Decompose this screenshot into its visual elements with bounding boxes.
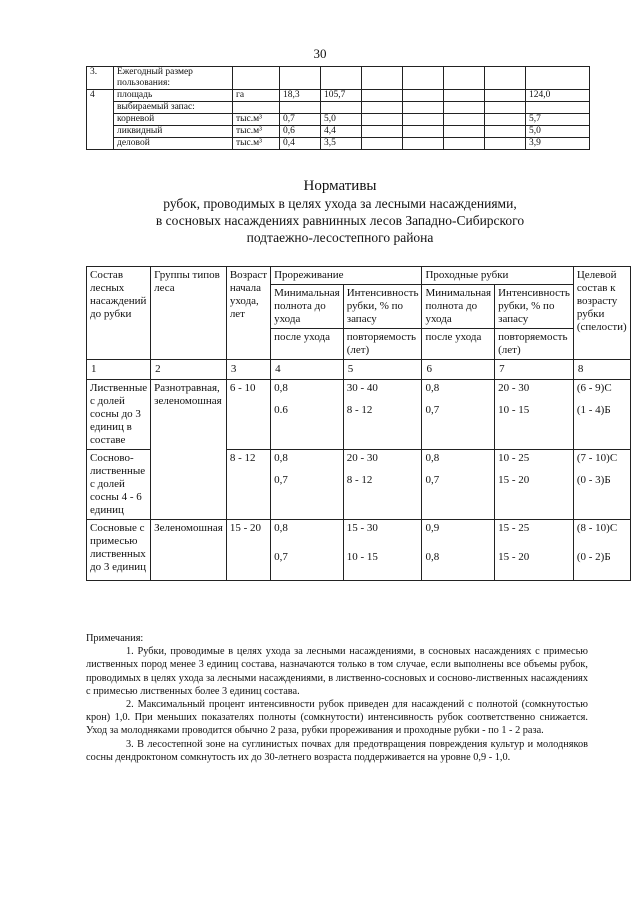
header-row xyxy=(87,267,631,285)
column-index: 7 xyxy=(495,360,574,380)
row-unit: тыс.м³ xyxy=(233,138,280,150)
row-value: 4,4 xyxy=(321,126,362,138)
header-repeat: повторяемость (лет) xyxy=(343,329,422,360)
table-row xyxy=(87,67,590,90)
groups-cell: Разнотравная, зеленомошная xyxy=(151,380,227,520)
row-name: ликвидный xyxy=(114,126,233,138)
value-cell: (6 - 9)С (1 - 4)Б xyxy=(573,380,630,450)
header-target: Целевой состав к возрасту рубки (спелости) xyxy=(573,267,630,360)
section-title xyxy=(90,178,590,246)
value-cell: 0,8 0,7 xyxy=(422,380,495,450)
row-unit: тыс.м³ xyxy=(233,114,280,126)
header-intensity: Интенсивность рубки, % по запасу xyxy=(343,285,422,329)
row-value: 0,4 xyxy=(280,138,321,150)
column-index: 3 xyxy=(226,360,270,380)
age-cell: 6 - 10 xyxy=(226,380,270,450)
value-cell: 15 - 30 10 - 15 xyxy=(343,520,422,581)
index-row xyxy=(87,360,631,380)
value-cell: 0,8 0,7 xyxy=(271,520,344,581)
row-name: корневой xyxy=(114,114,233,126)
header-repeat: повторяемость (лет) xyxy=(495,329,574,360)
header-passing: Проходные рубки xyxy=(422,267,573,285)
notes-heading: Примечания: xyxy=(86,633,144,644)
usage-table xyxy=(86,66,590,150)
table-row xyxy=(87,380,631,450)
column-index: 6 xyxy=(422,360,495,380)
note-item: 1. Рубки, проводимые в целях ухода за лесными насаждениями, в сосновых насаждениях с примесью лиственных пород менее 3 единиц состава, назначаются только в том случае, если выполнены все объемы рубок, проводимых в целях ухода за лесными насаждениями, в лиственно-сосновых и сосново-лиственных насаждениях с примесью лиственных более 3 единиц состава. xyxy=(86,646,588,697)
row-number: 4 xyxy=(87,90,114,102)
row-total: 5,7 xyxy=(526,114,590,126)
header-after: после ухода xyxy=(422,329,495,360)
row-unit: га xyxy=(233,90,280,102)
header-min-density: Минимальная полнота до ухода xyxy=(271,285,344,329)
note-item: 2. Максимальный процент интенсивности рубок приведен для насаждений с полнотой (сомкнутостью крон) 1,0. При меньших показателях полноты (сомкнутости) интенсивность рубок соответственно снижается. Уход за молодняками проводится обычно 2 раза, рубки прореживания и проходные рубки - по 1 - 2 раза. xyxy=(86,699,588,737)
header-composition: Состав лесных насаждений до рубки xyxy=(87,267,151,360)
header-groups: Группы типов леса xyxy=(151,267,227,360)
row-value: 0,6 xyxy=(280,126,321,138)
column-index: 4 xyxy=(271,360,344,380)
table-row xyxy=(87,520,631,581)
column-index: 5 xyxy=(343,360,422,380)
header-after: после ухода xyxy=(271,329,344,360)
table-row xyxy=(87,114,590,126)
row-value: 0,7 xyxy=(280,114,321,126)
value-cell: 20 - 30 10 - 15 xyxy=(495,380,574,450)
note-item: 3. В лесостепной зоне на суглинистых почвах для предотвращения повреждения культур и молодняков сосны дендроктоном сомкнутость их до 30-летнего возраста поддерживается на уровне 0,9 - 1,0. xyxy=(86,738,588,763)
row-name: выбираемый запас: xyxy=(114,102,233,114)
table-row xyxy=(87,138,590,150)
header-min-density: Минимальная полнота до ухода xyxy=(422,285,495,329)
notes xyxy=(86,632,588,764)
value-cell: 0,9 0,8 xyxy=(422,520,495,581)
title-line: Нормативы xyxy=(303,178,377,194)
title-line: подтаежно-лесостепного района xyxy=(246,230,434,245)
row-value: 5,0 xyxy=(321,114,362,126)
header-intensity: Интенсивность рубки, % по запасу xyxy=(495,285,574,329)
row-number: 3. xyxy=(87,67,114,90)
header-thinning: Прореживание xyxy=(271,267,422,285)
column-index: 2 xyxy=(151,360,227,380)
row-value: 3,5 xyxy=(321,138,362,150)
row-name: Ежегодный размер пользования: xyxy=(114,67,233,90)
value-cell: 0,8 0,7 xyxy=(271,450,344,520)
row-name: деловой xyxy=(114,138,233,150)
norms-table xyxy=(86,266,631,581)
groups-cell: Зеленомошная xyxy=(151,520,227,581)
row-value: 18,3 xyxy=(280,90,321,102)
value-cell: 30 - 40 8 - 12 xyxy=(343,380,422,450)
value-cell: 20 - 30 8 - 12 xyxy=(343,450,422,520)
title-line: рубок, проводимых в целях ухода за лесными насаждениями, xyxy=(163,196,517,211)
row-unit: тыс.м³ xyxy=(233,126,280,138)
value-cell: 15 - 25 15 - 20 xyxy=(495,520,574,581)
table-row xyxy=(87,90,590,102)
row-total: 3,9 xyxy=(526,138,590,150)
row-total: 5,0 xyxy=(526,126,590,138)
age-cell: 15 - 20 xyxy=(226,520,270,581)
column-index: 8 xyxy=(573,360,630,380)
composition-cell: Сосновые с примесью лиственных до 3 единиц xyxy=(87,520,151,581)
header-age: Возраст начала ухода, лет xyxy=(226,267,270,360)
value-cell: 0,8 0,7 xyxy=(422,450,495,520)
value-cell: 0,8 0.6 xyxy=(271,380,344,450)
composition-cell: Сосново-лиственные с долей сосны 4 - 6 единиц xyxy=(87,450,151,520)
composition-cell: Лиственные с долей сосны до 3 единиц в составе xyxy=(87,380,151,450)
table-row xyxy=(87,126,590,138)
value-cell: 10 - 25 15 - 20 xyxy=(495,450,574,520)
value-cell: (8 - 10)С (0 - 2)Б xyxy=(573,520,630,581)
row-name: площадь xyxy=(114,90,233,102)
age-cell: 8 - 12 xyxy=(226,450,270,520)
row-value: 105,7 xyxy=(321,90,362,102)
page-number: 30 xyxy=(313,46,327,61)
column-index: 1 xyxy=(87,360,151,380)
table-row xyxy=(87,102,590,114)
row-total: 124,0 xyxy=(526,90,590,102)
value-cell: (7 - 10)С (0 - 3)Б xyxy=(573,450,630,520)
title-line: в сосновых насаждениях равнинных лесов Западно-Сибирского xyxy=(155,213,525,228)
